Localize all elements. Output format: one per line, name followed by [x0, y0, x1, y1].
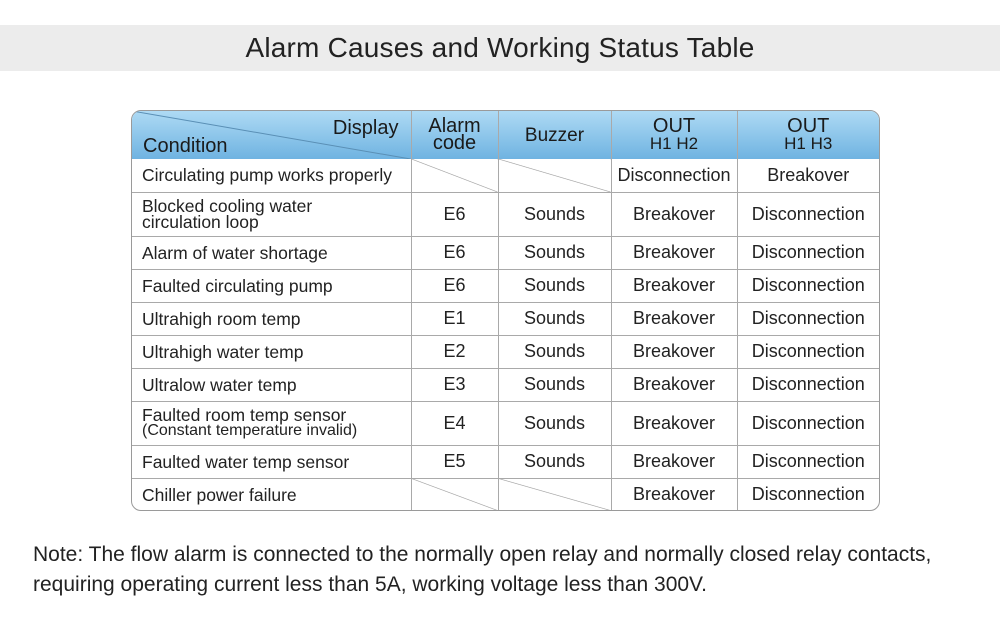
footnote: Note: The flow alarm is connected to the normally open relay and normally closed relay contacts, requiring operating current less than 5A, working voltage less than 300V. — [33, 543, 932, 596]
row-buzzer: Sounds — [498, 236, 611, 269]
row-condition: Chiller power failure — [132, 478, 411, 511]
row-code-empty — [411, 159, 498, 192]
table-row — [132, 269, 879, 302]
row-buzzer: Sounds — [498, 401, 611, 445]
table-row — [132, 192, 879, 236]
header-out1-bottom: H1 H2 — [649, 134, 699, 153]
row-code: E3 — [411, 368, 498, 401]
row-condition-line2: circulation loop — [142, 212, 259, 232]
table-header-row — [132, 111, 879, 159]
header-buzzer: Buzzer — [498, 111, 611, 159]
row-condition — [132, 401, 411, 445]
row-buzzer: Sounds — [498, 269, 611, 302]
row-out-h1h3: Disconnection — [737, 368, 879, 401]
row-out-h1h2: Breakover — [611, 478, 737, 511]
row-buzzer-empty — [498, 478, 611, 511]
row-condition: Ultrahigh water temp — [132, 335, 411, 368]
row-out-h1h3: Disconnection — [737, 401, 879, 445]
table-row — [132, 401, 879, 445]
table-row — [132, 335, 879, 368]
header-out2-bottom: H1 H3 — [784, 134, 833, 153]
row-out-h1h2: Breakover — [611, 445, 737, 478]
row-condition-line2: (Constant temperature invalid) — [142, 422, 358, 439]
row-code: E5 — [411, 445, 498, 478]
row-code: E6 — [411, 269, 498, 302]
row-condition-line1: Faulted room temp sensor — [142, 405, 347, 425]
row-code: E4 — [411, 401, 498, 445]
header-alarm-line2: code — [432, 132, 477, 154]
header-out2-top: OUT — [787, 115, 830, 137]
row-buzzer: Sounds — [498, 192, 611, 236]
row-buzzer-empty — [498, 159, 611, 192]
table-row — [132, 302, 879, 335]
table-row — [132, 159, 879, 192]
table-row — [132, 236, 879, 269]
alarm-table — [131, 110, 880, 511]
row-code: E2 — [411, 335, 498, 368]
row-condition: Faulted circulating pump — [132, 269, 411, 302]
row-condition: Faulted water temp sensor — [132, 445, 411, 478]
row-out-h1h2: Breakover — [611, 269, 737, 302]
title-band — [0, 25, 1000, 71]
row-out-h1h3: Breakover — [737, 159, 879, 192]
row-buzzer: Sounds — [498, 335, 611, 368]
row-out-h1h3: Disconnection — [737, 192, 879, 236]
row-code: E6 — [411, 192, 498, 236]
header-out-h1h2 — [611, 111, 737, 159]
row-out-h1h2: Breakover — [611, 236, 737, 269]
row-condition-line1: Blocked cooling water — [142, 196, 313, 216]
row-buzzer: Sounds — [498, 302, 611, 335]
row-code: E6 — [411, 236, 498, 269]
row-out-h1h2: Disconnection — [611, 159, 737, 192]
row-out-h1h3: Disconnection — [737, 236, 879, 269]
header-alarm-code — [411, 111, 498, 159]
row-condition: Alarm of water shortage — [132, 236, 411, 269]
row-out-h1h3: Disconnection — [737, 445, 879, 478]
header-alarm-line1: Alarm — [428, 115, 481, 137]
row-buzzer: Sounds — [498, 368, 611, 401]
row-out-h1h3: Disconnection — [737, 269, 879, 302]
row-buzzer: Sounds — [498, 445, 611, 478]
header-out1-top: OUT — [652, 115, 696, 137]
header-out-h1h3 — [737, 111, 879, 159]
table-row — [132, 478, 879, 511]
row-code: E1 — [411, 302, 498, 335]
row-condition: Ultrahigh room temp — [132, 302, 411, 335]
header-display-label: Display — [332, 117, 399, 139]
row-out-h1h2: Breakover — [611, 302, 737, 335]
header-condition-label: Condition — [143, 135, 228, 157]
row-condition: Circulating pump works properly — [132, 159, 411, 192]
row-code-empty — [411, 478, 498, 511]
page-title: Alarm Causes and Working Status Table — [245, 32, 755, 63]
row-condition: Ultralow water temp — [132, 368, 411, 401]
row-out-h1h2: Breakover — [611, 192, 737, 236]
table-row — [132, 445, 879, 478]
row-out-h1h3: Disconnection — [737, 478, 879, 511]
table-row — [132, 368, 879, 401]
row-out-h1h2: Breakover — [611, 335, 737, 368]
row-out-h1h3: Disconnection — [737, 302, 879, 335]
row-out-h1h2: Breakover — [611, 401, 737, 445]
row-out-h1h3: Disconnection — [737, 335, 879, 368]
header-condition-display — [132, 111, 411, 159]
row-condition — [132, 192, 411, 236]
row-out-h1h2: Breakover — [611, 368, 737, 401]
